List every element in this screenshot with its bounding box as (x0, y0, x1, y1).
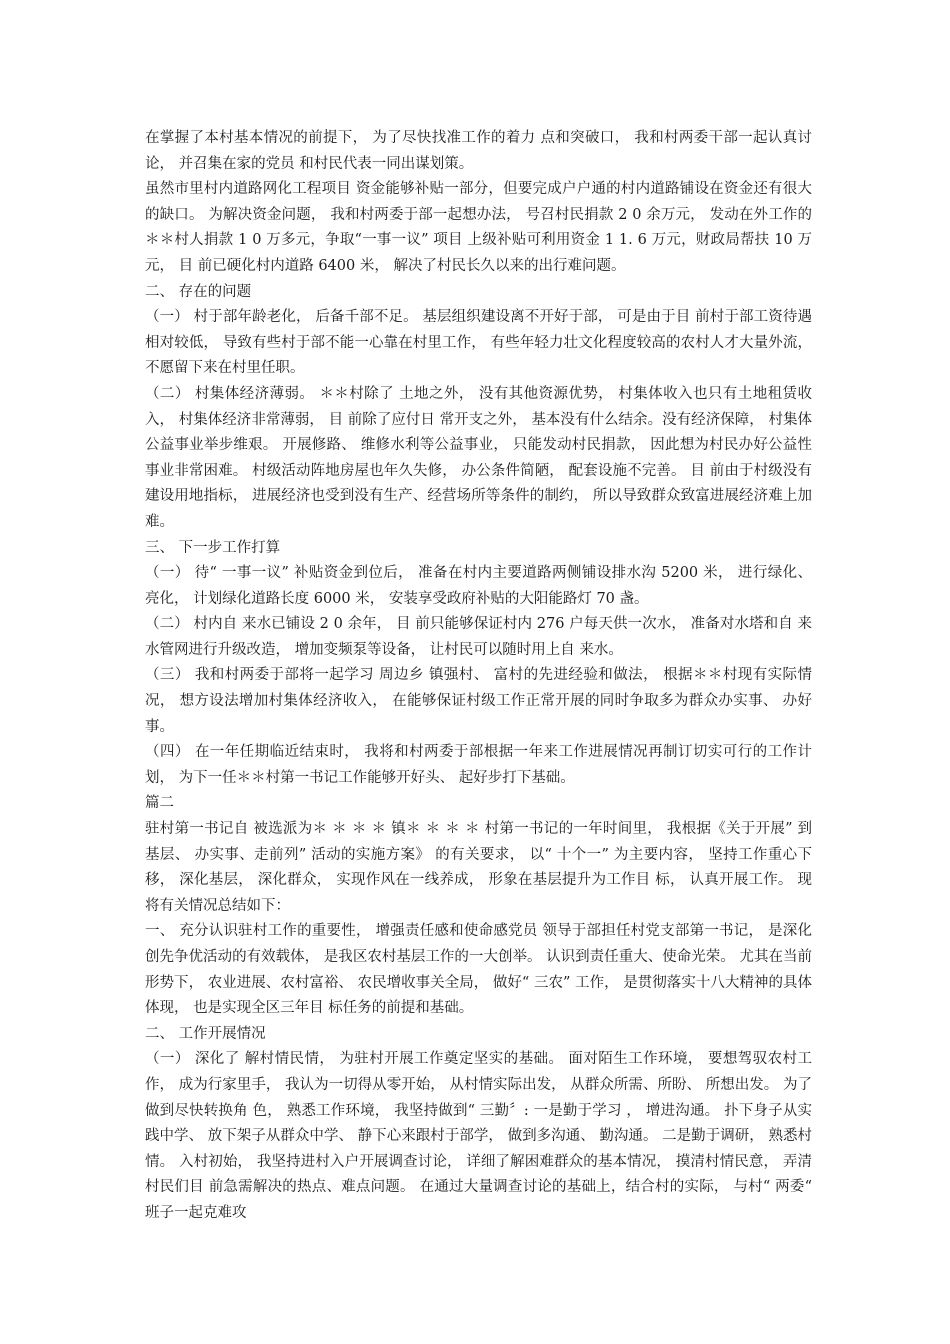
paragraph: 驻村第一书记自 被选派为＊ ＊ ＊ ＊ 镇＊ ＊ ＊ ＊ 村第一书记的一年时间里， 我根据《关于开展” 到基层、 办实事、走前列” 活动的实施方案》 的有关要求， 以“ 十个一” 为主要内容， 坚持工作重心下移， 深化基层， 深化群众， 实现作风在一线养成， 形象在基层提升为工作目 标， 认真开展工作。 现将有关情况总结如下： (145, 821, 812, 914)
paragraph: 一、 充分认识驻村工作的重要性， 增强责任感和使命感党员 领导于部担任村党支部第一书记， 是深化创先争优活动的有效载体， 是我区农村基层工作的一大创举。 认识到责任重大、使命光荣。 尤其在当前形势下， 农业进展、农村富裕、 农民增收事关全局， 做好“ 三农” 工作， 是贯彻落实十八大精神的具体体现， 也是实现全区三年目 标任务的前提和基础。 (145, 923, 812, 1017)
section-heading: 三、 下一步工作打算 (145, 539, 281, 556)
paragraph: （四） 在一年任期临近结束时， 我将和村两委于部根据一年来工作进展情况再制订切实可行的工作计划， 为下一任＊＊村第一书记工作能够开好头、 起好步打下基础。 (145, 744, 812, 786)
paragraph: （二） 村集体经济薄弱。 ＊＊村除了 土地之外， 没有其他资源优势， 村集体收入也只有土地租赁收入， 村集体经济非常薄弱， 目 前除了应付日 常开支之外， 基本没有什么结余。没有经济保障， 村集体公益事业举步维艰。 开展修路、 维修水利等公益事业， 只能发动村民捐款， 因此想为村民办好公益性事业非常困难。 村级活动阵地房屋也年久失修， 办公条件简陋， 配套设施不完善。 目 前由于村级没有建设用地指标， 进展经济也受到没有生产、经营场所等条件的制约， 所以导致群众致富进展经济难上加难。 (145, 385, 812, 530)
section-heading: 二、 存在的问题 (145, 283, 252, 300)
paragraph: （一） 待“ 一事一议” 补贴资金到位后， 准备在村内主要道路两侧铺设排水沟 5200 米， 进行绿化、 亮化， 计划绿化道路长度 6000 米， 安装享受政府补贴的大阳能路灯 70 盏。 (145, 565, 812, 607)
paragraph: 在掌握了本村基本情况的前提下， 为了尽快找准工作的着力 点和突破口， 我和村两委干部一起认真讨论， 并召集在家的党员 和村民代表一同出谋划策。 (145, 130, 812, 172)
section-heading: 篇二 (145, 795, 174, 812)
paragraph: （一） 村于部年龄老化， 后备千部不足。 基层组织建设离不开好于部， 可是由于目 前村于部工资待遇相对较低， 导致有些村于部不能一心靠在村里工作， 有些年轻力壮文化程度较高的农村人才大量外流， 不愿留下来在村里任职。 (145, 309, 812, 377)
paragraph: 虽然市里村内道路网化工程项目 资金能够补贴一部分，但要完成户户通的村内道路铺设在资金还有很大的缺口。 为解决资金问题， 我和村两委于部一起想办法， 号召村民捐款 2 0 余万元， 发动在外工作的＊＊村人捐款 1 0 万多元，争取“一事一议” 项目 上级补贴可利用资金 1 1. 6 万元，财政局帮扶 10 万元， 目 前已硬化村内道路 6400 米， 解决了村民长久以来的出行难问题。 (145, 181, 812, 274)
section-heading: 二、 工作开展情况 (145, 1025, 266, 1042)
paragraph: （一） 深化了 解村情民情， 为驻村开展工作奠定坚实的基础。 面对陌生工作环境， 要想驾驭农村工作， 成为行家里手， 我认为一切得从零开始， 从村情实际出发， 从群众所需、所盼、 所想出发。 为了 做到尽快转换角 色， 熟悉工作环境， 我坚持做到“ 三勤〞: 一是勤于学习 ， 增进沟通。 扑下身子从实践中学、 放下架子从群众中学、 静下心来跟村于部学， 做到多沟通、 勤沟通。 二是勤于调研， 熟悉村情。 入村初始， 我坚持进村入户开展调查讨论， 详细了解困难群众的基本情况， 摸清村情民意， 弄清村民们目 前急需解决的热点、难点问题。 在通过大量调查讨论的基础上，结合村的实际， 与村“ 两委“ 班子一起克难攻 (145, 1051, 812, 1221)
paragraph: （二） 村内自 来水已铺设 2 0 余年， 目 前只能够保证村内 276 户每天供一次水， 准备对水塔和自 来水管网进行升级改造， 增加变频泵等设备， 让村民可以随时用上自 来水。 (145, 616, 812, 658)
paragraph: （三） 我和村两委于部将一起学习 周边乡 镇强村、 富村的先进经验和做法， 根据＊＊村现有实际情况， 想方设法增加村集体经济收入， 在能够保证村级工作正常开展的同时争取多为群众办实事、 办好事。 (145, 667, 812, 735)
